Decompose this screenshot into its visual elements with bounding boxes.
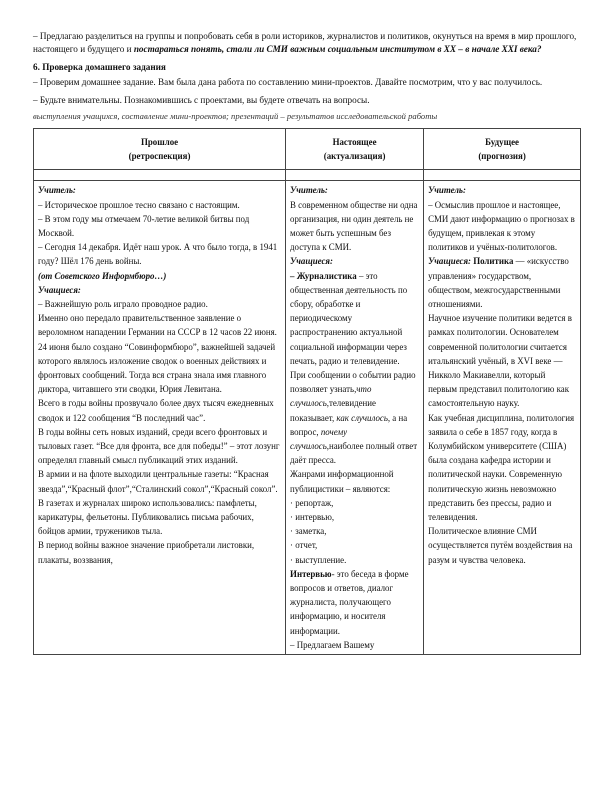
header-past-subtitle: (ретроспекция) [128,151,191,162]
present-line: В современном обществе ни одна организация, ни один деятель не может быть успешным без доступа к СМИ. [290,199,418,253]
cell-present [286,181,424,655]
media-text: наиболее полный ответ даёт пресса. [290,441,418,466]
media-text: а на вопрос, [290,412,408,437]
media-text: телевидение показывает, [290,398,376,423]
present-line: – Предлагаем Вашему [290,639,375,650]
past-line: Всего в годы войны прозвучало более двух тысяч ежедневных сводок и 122 сообщения “В последний час”. [38,398,274,423]
homework-paragraph: – Проверим домашнее задание. Вам была дана работа по составлению мини-проектов. Давайте посмотрим, что у вас получилось. [33,77,543,88]
header-present-subtitle: (актуализация) [323,151,386,162]
header-present [286,129,424,170]
cell-past [34,181,286,655]
media-text: что случилось, [290,384,372,409]
interview-term: Интервью [290,568,332,579]
section-heading: 6. Проверка домашнего задания [33,62,166,73]
journalism-definition: – это общественная деятельность по сбору, обработке и периодическому распространению актуальной социальной информации через печать, радио и телевидение. [290,270,408,366]
past-line: – Сегодня 14 декабря. Идёт наш урок. А что было тогда, в 1941 году? Шёл 176 день войны. [38,242,278,267]
header-present-title: Настоящее [332,137,377,148]
present-student-label: Учащиеся: [290,256,333,267]
genre-item: · интервью, [290,512,335,523]
past-line: В период войны важное значение приобретали листовки, плакаты, воззвания, [38,540,255,565]
table-spacer-row [34,170,581,181]
past-line: В годы войны сеть новых изданий, среди всего фронтовых и тыловых газет. “Все для фронта, все для победы!” – этот лозунг определял главный смысл публикаций этих изданий. [38,426,280,466]
future-line: Как учебная дисциплина, политология заявила о себе в 1857 году, когда в Колумбийском университете (США) была создана кафедра истории и политической науки. Современную политическую жизнь невозможно представить без прессы, радио и телевидения. [428,412,575,523]
past-line: – В этом году мы отмечаем 70-летие великой битвы под Москвой. [38,213,250,238]
past-teacher-label: Учитель: [38,185,76,196]
politics-term: Политика [473,256,514,267]
present-journalism [290,269,419,368]
past-line: В армии и на флоте выходили центральные газеты: “Красная звезда”,“Красный флот”,“Сталинский сокол”,“Красный сокол”. [38,469,278,494]
present-genres-intro: Жанрами информационной публицистики – являются: [290,469,394,494]
genre-item: · заметка, [290,526,327,537]
future-politics [428,254,576,311]
media-text: При сообщении о событии радио позволяет узнать, [290,370,416,395]
intro-line-1: – Предлагаю разделиться на группы и попробовать себя в роли историков, журналистов и политиков, окунуться на время в [33,31,516,41]
interview-definition: - это беседа в форме вопросов и ответов, диалог журналиста, получающего информацию, и носителя информации. [290,568,409,636]
header-future-subtitle: (прогнозия) [478,151,526,162]
cell-future [424,181,581,655]
table-header-row [34,129,581,170]
header-future-title: Будущее [485,137,519,148]
header-future [424,129,581,170]
future-student-label: Учащиеся: [428,256,471,267]
activity-note: выступления учащихся, составление мини-проектов; презентаций – результатов исследовательской работы [33,111,438,122]
politics-definition: — «искусство управления» государством, обществом, межгосударственными отношениями. [428,256,569,309]
past-source: (от Советского Информбюро…) [38,270,167,281]
present-media-roles [290,368,419,467]
genre-item: · выступление. [290,554,347,565]
intro-line-2: мир прошлого, настоящего и будущего и [33,31,577,54]
genre-item: · репортаж, [290,497,334,508]
future-line: – Осмыслив прошлое и настоящее, СМИ дают информацию о прогнозах в будущем, привлекая к этому политиков и учёных-политологов. [428,199,575,253]
table-body-row [34,181,581,655]
genre-item: · отчет, [290,540,318,551]
projects-table [33,128,581,655]
future-line: Научное изучение политики ведется в рамках политологии. Основателем современной политологии считается итальянский учёный, в XVI веке —Никколо Макиавелли, который первым представил политологию как самостоятельную науку. [428,313,572,409]
intro-question-end: XX – в начале XXI века? [443,43,542,54]
past-line: – Историческое прошлое тесно связано с настоящим. [38,199,240,210]
media-text: почему случилось, [290,426,348,452]
past-line: – Важнейшую роль играло проводное радио. [38,299,208,309]
media-text: как случилось, [336,412,391,423]
journalism-term: – Журналистика [290,270,357,281]
header-past [34,129,286,170]
future-line: Политическое влияние СМИ осуществляется путём воздействия на разум и чувства человека. [428,526,573,565]
past-line: Именно оно передало правительственное заявление о вероломном нападении Германии на СССР в 12 часов 22 июня. [38,313,277,338]
intro-paragraph [33,30,581,55]
future-teacher-label: Учитель: [428,185,466,196]
intro-question: постараться понять, стали ли СМИ важным социальным институтом в [133,43,442,54]
present-interview [290,567,419,638]
present-teacher-label: Учитель: [290,185,328,196]
document-page [33,30,581,655]
attention-paragraph: – Будьте внимательны. Познакомившись с проектами, вы будете отвечать на вопросы. [33,94,370,105]
past-line: В газетах и журналах широко использовались: памфлеты, карикатуры, фельетоны. Публиковались письма рабочих, бойцов армии, тружеников тыла. [38,497,257,537]
past-student-label: Учащиеся: [38,284,81,295]
past-line: 24 июня было создано “Совинформбюро”, важнейшей задачей которого являлось изложение сводок о военных действиях и фронтовых сообщений. Тогда вся страна знала имя главного диктора, читавшего эти сводки, Юрия Левитана. [38,341,276,395]
header-past-title: Прошлое [140,137,179,148]
